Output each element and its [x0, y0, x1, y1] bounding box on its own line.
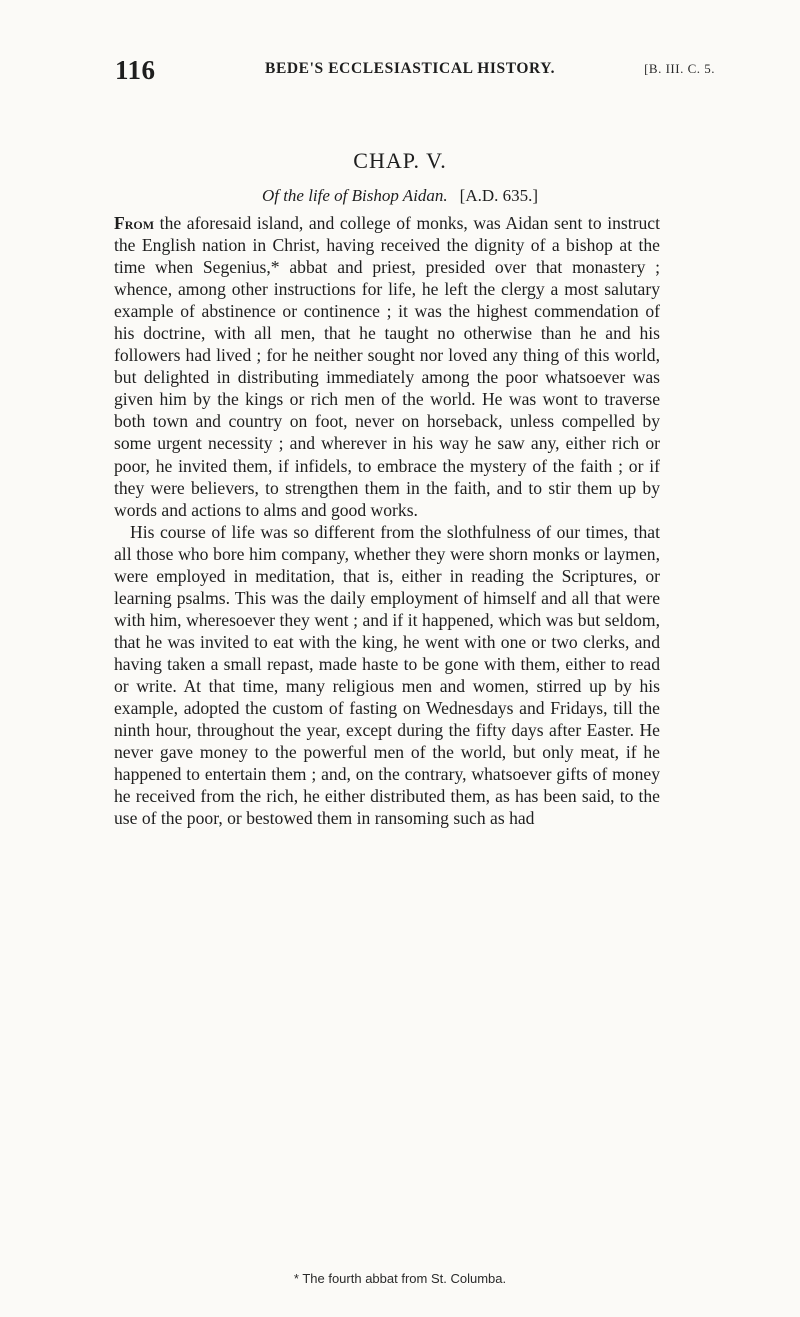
paragraph-1-text: the aforesaid island, and college of monks, was Aidan sent to instruct the English nation in Christ, having received the dignity of a bishop at the time when Segenius,* abbat and priest, presided over that monastery ; whence, among other instructions for life, he left the clergy a most salutary example of abstinence or continence ; it was the highest commendation of his doctrine, with all men, that he taught no otherwise than he and his followers had lived ; for he neither sought nor loved any thing of this world, but delighted in distributing immediately among the poor whatsoever was given him by the kings or rich men of the world. He was wont to traverse both town and country on foot, never on horseback, unless compelled by some urgent necessity ; and wherever in his way he saw any, either rich or poor, he invited them, if infidels, to embrace the mystery of the faith ; or if they were believers, to strengthen them in the faith, and to stir them up by words and actions to alms and good works. — [114, 213, 660, 520]
footnote: * The fourth abbat from St. Columba. — [293, 1271, 507, 1286]
chapter-date: [A.D. 635.] — [459, 186, 539, 205]
chapter-subtitle-text: Of the life of Bishop Aidan. — [261, 186, 448, 205]
running-head — [115, 55, 715, 89]
paragraph-1-first-word: From — [114, 213, 155, 233]
chapter-heading: CHAP. V. — [353, 148, 447, 173]
page-number: 116 — [115, 55, 156, 85]
body-text — [114, 212, 660, 829]
paragraph-1 — [114, 212, 660, 521]
running-reference: [B. III. C. 5. — [644, 61, 715, 76]
running-title: BEDE'S ECCLESIASTICAL HISTORY. — [265, 60, 556, 77]
paragraph-2: His course of life was so different from the slothfulness of our times, that all those who bore him company, whether they were shorn monks or laymen, were employed in meditation, that is, either in reading the Scriptures, or learning psalms. This was the daily employment of himself and all that were with him, wheresoever they went ; and if it happened, which was but seldom, that he was invited to eat with the king, he went with one or two clerks, and having taken a small repast, made haste to be gone with them, either to read or write. At that time, many religious men and women, stirred up by his example, adopted the custom of fasting on Wednesdays and Fridays, till the ninth hour, throughout the year, except during the fifty days after Easter. He never gave money to the powerful men of the world, but only meat, if he happened to entertain them ; and, on the contrary, whatsoever gifts of money he received from the rich, he either distributed them, as has been said, to the use of the poor, or bestowed them in ransoming such as had — [114, 521, 660, 829]
chapter-subtitle — [0, 186, 800, 206]
